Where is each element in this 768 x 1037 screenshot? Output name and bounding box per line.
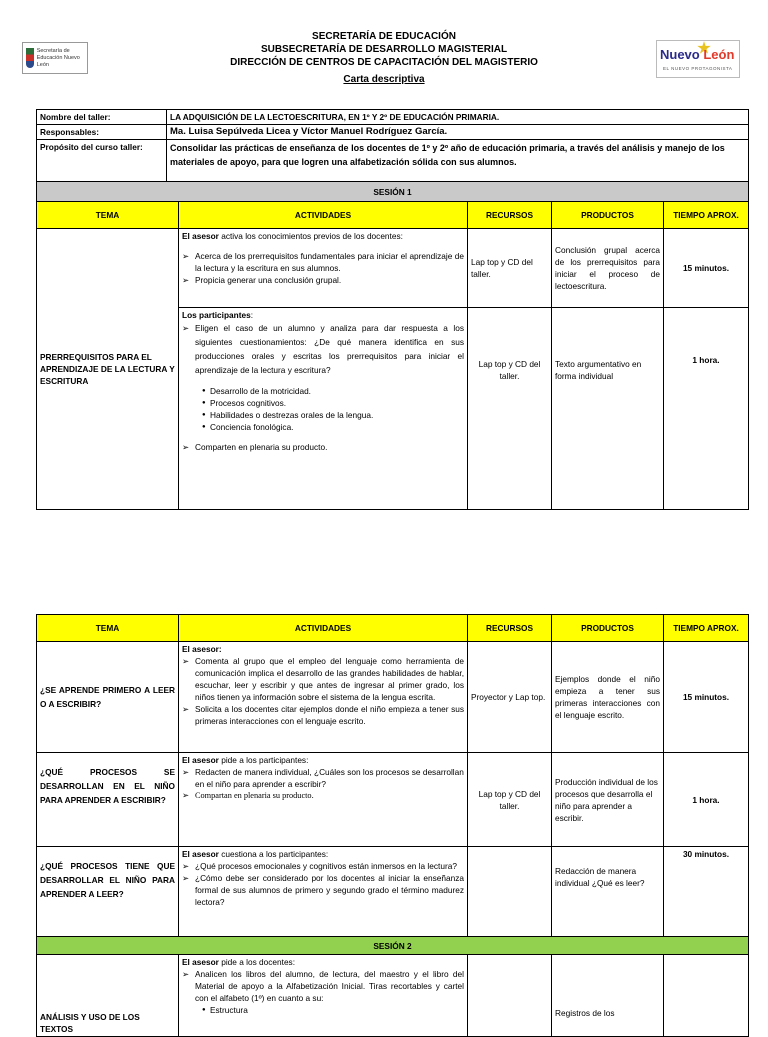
header-line-1: SECRETARÍA DE EDUCACIÓN [312, 31, 456, 42]
t2-rowA-productos: Ejemplos donde el niño empieza a tener sus primeras interacciones con el lenguaje escrito. [552, 642, 664, 753]
t2-rowC-intro: cuestiona a los participantes: [218, 849, 329, 859]
header-line-2: SUBSECRETARÍA DE DESARROLLO MAGISTERIAL [260, 44, 508, 55]
list-item: ● Desarrollo de la motricidad. [202, 385, 464, 397]
t2-rowB-actividades [179, 753, 468, 847]
t2-rowD-intro-bold: El asesor [182, 957, 219, 967]
t2-rowA-actividades [179, 642, 468, 753]
t2-rowC-tema: ¿QUÉ PROCESOS TIENE QUE DESARROLLAR EL NIÑO PARA APRENDER A LEER? [37, 847, 179, 937]
t2-rowC-productos: Redacción de manera individual ¿Qué es leer? [552, 847, 664, 937]
list-item: ➢ Analicen los libros del alumno, de lectura, del maestro y el libro del Material de apoyo a la Alfabetización Inicial. Tiras recortables y cartel con el alfabeto (1º) en cuanto a su: [182, 968, 464, 1004]
list-item: ➢ Solicita a los docentes citar ejemplos donde el niño empieza a tener sus primeras interacciones con el lenguaje escrito. [182, 703, 464, 727]
session-1-table [36, 181, 749, 510]
list-item: ➢ Comparten en plenaria su producto. [182, 441, 464, 453]
t2-rowD-tema: ANÁLISIS Y USO DE LOS TEXTOS [37, 955, 179, 1037]
s1-tema: PRERREQUISITOS PARA EL APRENDIZAJE DE LA LECTURA Y ESCRITURA [37, 229, 179, 510]
list-item: ➢ ¿Qué procesos emocionales y cognitivos están inmersos en la lectura? [182, 860, 464, 872]
t2-rowB-tema: ¿QUÉ PROCESOS SE DESARROLLAN EN EL NIÑO PARA APRENDER A ESCRIBIR? [37, 753, 179, 847]
document-title: Carta descriptiva [343, 74, 425, 85]
t2-rowA-recursos: Proyector y Lap top. [468, 642, 552, 753]
t2-rowD-tiempo [664, 955, 749, 1037]
session-table-2 [36, 614, 749, 1037]
col-productos: PRODUCTOS [552, 202, 664, 229]
col-tiempo: TIEMPO APROX. [664, 615, 749, 642]
s1-row2-intro-bold: Los participantes [182, 310, 251, 320]
col-tema: TEMA [37, 202, 179, 229]
logo-right-word-1: Nuevo [660, 47, 700, 62]
list-item: ➢ Comenta al grupo que el empleo del lenguaje como herramienta de comunicación implica el desarrollo de las grandes habilidades de hablar, escuchar, leer y escribir y que antes de ingresar al primer grado, los niños tienen ya información sobre el sistema de la lengua escrita. [182, 655, 464, 703]
list-item: ● Procesos cognitivos. [202, 397, 464, 409]
label-proposito: Propósito del curso taller: [37, 140, 167, 182]
logo-left-text: Secretaría de Educación Nuevo León [36, 47, 80, 68]
taller-name: LA ADQUISICIÓN DE LA LECTOESCRITURA, EN 1º Y 2º DE EDUCACIÓN PRIMARIA. [167, 110, 749, 125]
logo-right-word-2: León [703, 47, 735, 62]
s1-row2-intro: : [250, 310, 254, 320]
list-item: ● Conciencia fonológica. [202, 421, 464, 433]
col-tema: TEMA [37, 615, 179, 642]
t2-rowB-intro: pide a los participantes: [218, 755, 309, 765]
s1-row1-tiempo: 15 minutos. [664, 229, 749, 308]
col-recursos: RECURSOS [468, 615, 552, 642]
col-recursos: RECURSOS [468, 202, 552, 229]
label-responsables: Responsables: [37, 125, 167, 140]
t2-rowB-productos: Producción individual de los procesos que desarrolla el niño para aprender a escribir. [552, 753, 664, 847]
responsables: Ma. Luisa Sepúlveda Licea y Víctor Manuel Rodríguez García. [167, 125, 749, 140]
s1-row1-actividades [179, 229, 468, 308]
document-header [0, 30, 768, 86]
t2-rowC-actividades [179, 847, 468, 937]
t2-rowA-intro-bold: El asesor: [182, 644, 222, 654]
col-tiempo: TIEMPO APROX. [664, 202, 749, 229]
t2-rowD-intro: pide a los docentes: [218, 957, 296, 967]
list-item: ➢ Eligen el caso de un alumno y analiza para dar respuesta a los siguientes cuestionamientos: ¿De qué manera identifica en sus producciones orales y escritas los prerrequisitos para iniciar el aprendizaje de la lectura y escritura? [182, 321, 464, 377]
list-item: ➢ Compartan en plenaria su producto. [182, 790, 464, 802]
t2-rowA-tema: ¿SE APRENDE PRIMERO A LEER O A ESCRIBIR? [37, 642, 179, 753]
session-2-title: SESIÓN 2 [37, 937, 749, 955]
proposito: Consolidar las prácticas de enseñanza de los docentes de 1º y 2º año de educación primaria, a través del análisis y manejo de los materiales de apoyo, para que logren una alfabetización sólida con sus alumnos. [167, 140, 749, 182]
t2-rowC-recursos [468, 847, 552, 937]
s1-row1-productos: Conclusión grupal acerca de los prerrequisitos para iniciar el proceso de lectoescritura. [552, 229, 664, 308]
t2-rowB-recursos: Lap top y CD del taller. [468, 753, 552, 847]
list-item: ➢ Redacten de manera individual, ¿Cuáles son los procesos se desarrollan en el niño para aprender a escribir? [182, 766, 464, 790]
list-item: ● Habilidades o destrezas orales de la lengua. [202, 409, 464, 421]
session-1-title: SESIÓN 1 [37, 182, 749, 202]
col-productos: PRODUCTOS [552, 615, 664, 642]
t2-rowD-productos: Registros de los [552, 955, 664, 1037]
t2-rowC-tiempo: 30 minutos. [664, 847, 749, 937]
col-actividades: ACTIVIDADES [179, 202, 468, 229]
t2-rowB-tiempo: 1 hora. [664, 753, 749, 847]
s1-row1-intro: activa los conocimientos previos de los docentes: [218, 231, 403, 241]
s1-row1-intro-bold: El asesor [182, 231, 219, 241]
info-table [36, 109, 749, 182]
s1-row2-productos: Texto argumentativo en forma individual [552, 308, 664, 510]
col-actividades: ACTIVIDADES [179, 615, 468, 642]
header-line-3: DIRECCIÓN DE CENTROS DE CAPACITACIÓN DEL MAGISTERIO [230, 57, 538, 68]
s1-row2-actividades [179, 308, 468, 510]
s1-row1-recursos: Lap top y CD del taller. [468, 229, 552, 308]
t2-rowA-tiempo: 15 minutos. [664, 642, 749, 753]
list-item: ➢ Acerca de los prerrequisitos fundamentales para iniciar el aprendizaje de la lectura y la escritura en sus alumnos. [182, 250, 464, 274]
s1-row2-tiempo: 1 hora. [664, 308, 749, 510]
t2-rowD-actividades [179, 955, 468, 1037]
list-item: ➢ Propicia generar una conclusión grupal. [182, 274, 464, 286]
t2-rowD-recursos [468, 955, 552, 1037]
s1-row2-recursos: Lap top y CD del taller. [468, 308, 552, 510]
t2-rowC-intro-bold: El asesor [182, 849, 219, 859]
t2-rowB-intro-bold: El asesor [182, 755, 219, 765]
logo-right-tagline: EL NUEVO PROTAGONISTA [663, 66, 733, 71]
label-taller: Nombre del taller: [37, 110, 167, 125]
list-item: ● Estructura [202, 1004, 464, 1016]
list-item: ➢ ¿Cómo debe ser considerado por los docentes al iniciar la enseñanza formal de sus alumnos de primero y segundo grado el término madurez lectora? [182, 872, 464, 908]
